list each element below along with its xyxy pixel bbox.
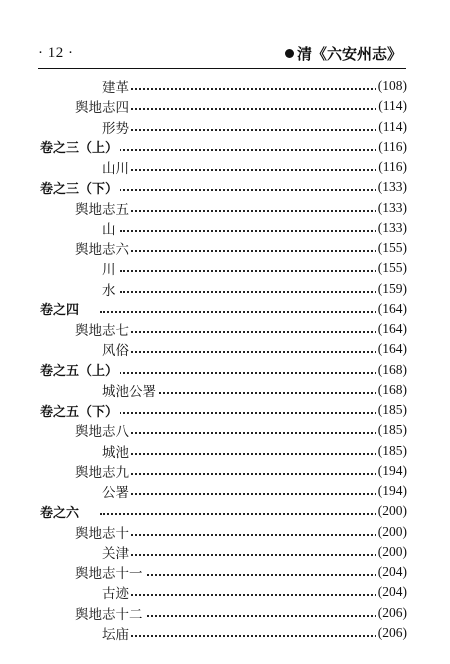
toc-entry-title: 卷之三（上）	[40, 137, 120, 156]
toc-entry[interactable]	[0, 360, 450, 380]
dot-leader	[120, 534, 400, 536]
toc-entry-page-number: (114)	[378, 98, 407, 114]
toc-entry-page-number: (200)	[377, 523, 407, 539]
toc-entry-title: 卷之三（下）	[40, 178, 120, 197]
dot-leader	[120, 493, 400, 495]
toc-entry-title: 川	[102, 258, 118, 278]
toc-entry[interactable]	[0, 420, 450, 440]
toc-entry-page-number: (133)	[377, 199, 407, 215]
dot-leader	[120, 108, 400, 110]
toc-entry-title: 舆地志四	[75, 96, 131, 116]
toc-entry[interactable]	[0, 582, 450, 602]
toc-entry-title: 卷之五（下）	[40, 401, 120, 420]
toc-entry-title: 形势	[102, 117, 131, 137]
dot-leader	[120, 250, 400, 252]
toc-entry-page-number: (159)	[377, 280, 407, 296]
toc-entry-page-number: (185)	[377, 402, 407, 418]
toc-entry[interactable]	[0, 603, 450, 623]
dot-leader	[120, 270, 400, 272]
toc-entry-title: 山	[102, 218, 118, 238]
dot-leader	[120, 554, 400, 556]
toc-entry-page-number: (133)	[377, 219, 407, 235]
toc-entry[interactable]	[0, 623, 450, 643]
toc-entry[interactable]	[0, 177, 450, 197]
page-header	[38, 42, 402, 64]
toc-entry-title: 卷之四	[40, 299, 81, 318]
toc-entry[interactable]	[0, 299, 450, 319]
dot-leader	[120, 331, 400, 333]
toc-entry-title: 舆地志六	[75, 238, 131, 258]
book-title	[285, 43, 402, 64]
toc-entry[interactable]	[0, 96, 450, 116]
toc-entry-title: 公署	[102, 481, 131, 501]
dot-leader	[120, 574, 400, 576]
dot-leader	[120, 88, 400, 90]
toc-entry-title: 山川	[102, 157, 131, 177]
toc-entry[interactable]	[0, 461, 450, 481]
toc-entry-page-number: (194)	[377, 483, 407, 499]
dot-leader	[120, 291, 400, 293]
toc-entry[interactable]	[0, 117, 450, 137]
dot-leader	[100, 149, 400, 151]
toc-entry-title: 舆地志十一	[75, 562, 145, 582]
toc-entry-page-number: (133)	[377, 179, 407, 195]
toc-entry[interactable]	[0, 562, 450, 582]
dot-leader	[100, 412, 400, 414]
toc-entry[interactable]	[0, 542, 450, 562]
toc-entry-page-number: (206)	[377, 624, 407, 640]
dot-leader	[120, 635, 400, 637]
dot-leader	[120, 453, 400, 455]
toc-entry-title: 风俗	[102, 339, 131, 359]
toc-entry[interactable]	[0, 481, 450, 501]
dot-leader	[120, 615, 400, 617]
toc-entry[interactable]	[0, 279, 450, 299]
toc-entry[interactable]	[0, 137, 450, 157]
dot-leader	[100, 311, 400, 313]
toc-entry-page-number: (200)	[377, 503, 407, 519]
toc-entry-title: 卷之六	[40, 502, 81, 521]
toc-entry-title: 城池公署	[102, 380, 158, 400]
dot-leader	[120, 169, 400, 171]
toc-entry[interactable]	[0, 319, 450, 339]
toc-entry-page-number: (200)	[377, 543, 407, 559]
toc-entry[interactable]	[0, 198, 450, 218]
toc-entry[interactable]	[0, 258, 450, 278]
toc-entry[interactable]	[0, 400, 450, 420]
toc-entry-title: 坛庙	[102, 623, 131, 643]
toc-entry-title: 关津	[102, 542, 131, 562]
dot-leader	[100, 189, 400, 191]
dot-leader	[100, 372, 400, 374]
toc-entry-page-number: (204)	[377, 584, 407, 600]
toc-entry-page-number: (155)	[377, 240, 407, 256]
page-number: · 12 ·	[38, 44, 74, 61]
book-title-text: 清《六安州志》	[296, 44, 402, 63]
toc-entry-title: 城池	[102, 441, 131, 461]
toc-entry-page-number: (204)	[377, 564, 407, 580]
toc-entry-title: 舆地志十二	[75, 603, 145, 623]
toc-entry-page-number: (168)	[377, 381, 407, 397]
toc-entry[interactable]	[0, 522, 450, 542]
dot-leader	[120, 432, 400, 434]
header-rule	[38, 68, 406, 69]
toc-entry-page-number: (155)	[377, 260, 407, 276]
toc-entry[interactable]	[0, 238, 450, 258]
toc-entry-page-number: (108)	[377, 78, 407, 94]
toc-entry-page-number: (116)	[378, 159, 407, 175]
toc-entry-title: 古迹	[102, 582, 131, 602]
toc-entry[interactable]	[0, 501, 450, 521]
bullet-dot-icon	[285, 49, 294, 58]
toc-entry-page-number: (185)	[377, 422, 407, 438]
toc-entry-title: 舆地志九	[75, 461, 131, 481]
dot-leader	[120, 594, 400, 596]
toc-entry-title: 建革	[102, 76, 131, 96]
toc-entry-page-number: (164)	[377, 321, 407, 337]
toc-entry-title: 舆地志五	[75, 198, 131, 218]
toc-entry-page-number: (164)	[377, 341, 407, 357]
dot-leader	[120, 351, 400, 353]
dot-leader	[120, 473, 400, 475]
table-of-contents	[0, 76, 450, 643]
toc-entry[interactable]	[0, 339, 450, 359]
toc-entry-title: 舆地志七	[75, 319, 131, 339]
dot-leader	[120, 210, 400, 212]
toc-entry-page-number: (194)	[377, 462, 407, 478]
dot-leader	[100, 513, 400, 515]
toc-entry[interactable]	[0, 76, 450, 96]
dot-leader	[120, 230, 400, 232]
toc-entry-page-number: (168)	[377, 361, 407, 377]
toc-entry[interactable]	[0, 157, 450, 177]
toc-entry[interactable]	[0, 380, 450, 400]
toc-entry-title: 舆地志八	[75, 420, 131, 440]
toc-entry-page-number: (116)	[378, 138, 407, 154]
toc-entry-title: 水	[102, 279, 118, 299]
toc-entry-page-number: (114)	[378, 118, 407, 134]
dot-leader	[120, 392, 400, 394]
toc-entry-page-number: (185)	[377, 442, 407, 458]
toc-entry[interactable]	[0, 218, 450, 238]
toc-entry[interactable]	[0, 441, 450, 461]
toc-entry-title: 舆地志十	[75, 522, 131, 542]
toc-entry-page-number: (164)	[377, 300, 407, 316]
dot-leader	[120, 129, 400, 131]
toc-entry-title: 卷之五（上）	[40, 360, 120, 379]
toc-entry-page-number: (206)	[377, 604, 407, 620]
